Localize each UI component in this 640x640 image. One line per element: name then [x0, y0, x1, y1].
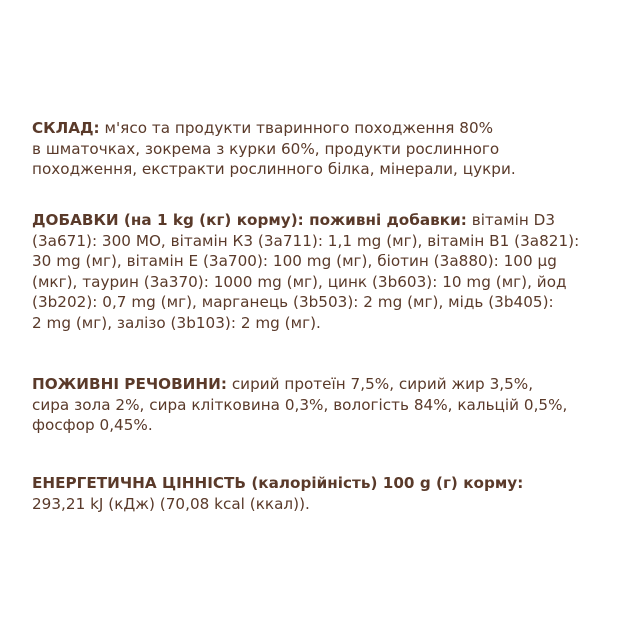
energy-heading: ЕНЕРГЕТИЧНА ЦІННІСТЬ (калорійність) 100 g (г) корму: — [32, 474, 524, 492]
nutrients-line-3: фосфор 0,45%. — [32, 416, 153, 435]
nutrients-heading: ПОЖИВНІ РЕЧОВИНИ: — [32, 375, 227, 393]
composition-heading: СКЛАД: — [32, 119, 100, 137]
composition-line-3: походження, екстракти рослинного білка, мінерали, цукри. — [32, 160, 516, 179]
nutrients-line-2: сира зола 2%, сира клітковина 0,3%, вологість 84%, кальцій 0,5%, — [32, 395, 568, 414]
composition-section — [32, 118, 620, 180]
additives-line-4: (мкг), таурин (3a370): 1000 mg (мг), цинк (3b603): 10 mg (мг), йод — [32, 272, 567, 291]
additives-line-5: (3b202): 0,7 mg (мг), марганець (3b503): 2 mg (мг), мідь (3b405): — [32, 293, 554, 312]
additives-line-3: 30 mg (мг), вітамін Е (3a700): 100 mg (мг), біотин (3a880): 100 µg — [32, 252, 557, 271]
additives-heading: ДОБАВКИ (на 1 kg (кг) корму): поживні добавки: — [32, 211, 467, 229]
additives-line-1 — [32, 210, 620, 231]
energy-line-2: 293,21 kJ (кДж) (70,08 kcal (ккал)). — [32, 494, 310, 513]
additives-section — [32, 210, 620, 334]
nutrients-text: сирий протеїн 7,5%, сирий жир 3,5%, — [226, 375, 534, 393]
additives-line-2: (3a671): 300 МО, вітамін К3 (3a711): 1,1 mg (мг), вітамін В1 (3a821): — [32, 231, 580, 250]
composition-text: м'ясо та продукти тваринного походження 80% — [99, 119, 494, 137]
additives-line-6: 2 mg (мг), залізо (3b103): 2 mg (мг). — [32, 313, 321, 332]
energy-section — [32, 473, 620, 514]
nutrients-section — [32, 374, 620, 436]
composition-line-1 — [32, 118, 620, 139]
energy-line-1 — [32, 473, 620, 494]
nutrients-line-1 — [32, 374, 620, 395]
additives-text: вітамін D3 — [466, 211, 556, 229]
composition-line-2: в шматочках, зокрема з курки 60%, продукти рослинного — [32, 139, 500, 158]
